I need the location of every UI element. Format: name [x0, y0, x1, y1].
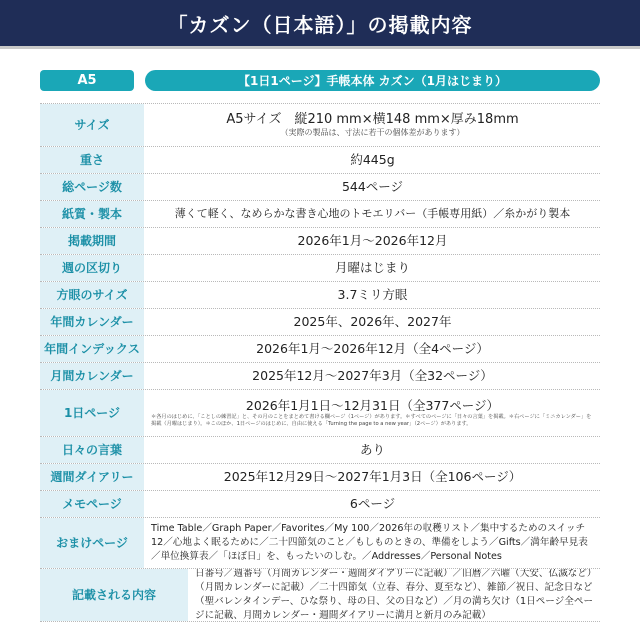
spec-value	[145, 174, 600, 200]
spec-label: 日々の言葉	[40, 437, 145, 463]
product-heading	[40, 70, 600, 92]
spec-value	[145, 201, 600, 227]
spec-value-text: あり	[359, 442, 385, 458]
spec-label: 年間カレンダー	[40, 309, 145, 335]
spec-row-printed-contents	[40, 569, 600, 622]
spec-label: 紙質・製本	[40, 201, 145, 227]
spec-value	[145, 282, 600, 308]
spec-value	[145, 228, 600, 254]
spec-value-text: 約445g	[350, 152, 395, 168]
spec-label: 記載される内容	[40, 569, 189, 621]
spec-row-bonus-pages	[40, 518, 600, 569]
spec-value-text: 2025年12月29日〜2027年1月3日（全106ページ）	[223, 469, 522, 485]
spec-row-daily-pages	[40, 390, 600, 437]
spec-label: サイズ	[40, 104, 145, 146]
spec-row-daily-words	[40, 437, 600, 464]
product-title-badge: 【1日1ページ】手帳本体 カズン（1月はじまり）	[145, 70, 600, 91]
spec-label: メモページ	[40, 491, 145, 517]
spec-row-paper	[40, 201, 600, 228]
spec-value-text: 月曜はじまり	[334, 260, 410, 276]
spec-value	[145, 390, 600, 436]
spec-value-text: 2026年1月〜2026年12月（全4ページ）	[256, 341, 489, 357]
spec-value	[145, 104, 600, 146]
spec-value	[145, 437, 600, 463]
spec-label: 1日ページ	[40, 390, 145, 436]
spec-value	[145, 336, 600, 362]
spec-label: 掲載期間	[40, 228, 145, 254]
page-title: 「カズン（日本語）」の掲載内容	[167, 12, 473, 37]
spec-label: 週間ダイアリー	[40, 464, 145, 490]
header-divider	[0, 46, 640, 49]
spec-label: 総ページ数	[40, 174, 145, 200]
spec-note: ＊各月のはじめに、「ことしの練習記」と、その月のことをまとめて書ける欄ページ（1ページ）があります。＊すべてのページに「日々の言葉」を掲載。＊右ページに「ミニカレンダー」を掲載（月曜はじまり）。＊このほか、1日ページのはじめに、自由に使える「Turning the page to a new year」（2ページ）があります。	[151, 413, 592, 427]
spec-label: 重さ	[40, 147, 145, 173]
spec-row-weekly-diary	[40, 464, 600, 491]
spec-row-period	[40, 228, 600, 255]
spec-value	[145, 491, 600, 517]
spec-row-memo-pages	[40, 491, 600, 518]
spec-value	[145, 363, 600, 389]
spec-value-text: 6ページ	[349, 496, 396, 512]
spec-value-text: 544ページ	[341, 179, 404, 195]
spec-label: 週の区切り	[40, 255, 145, 281]
spec-value-text: 2025年、2026年、2027年	[293, 314, 452, 330]
spec-row-weight	[40, 147, 600, 174]
spec-value	[145, 309, 600, 335]
spec-value-text: 2026年1月〜2026年12月	[297, 233, 448, 249]
spec-value	[189, 569, 600, 621]
spec-value	[145, 255, 600, 281]
spec-row-pages	[40, 174, 600, 201]
spec-value	[145, 464, 600, 490]
spec-row-week-start	[40, 255, 600, 282]
spec-value-text: 2026年1月1日〜12月31日（全377ページ）	[245, 398, 500, 414]
page-header	[0, 0, 640, 46]
spec-value	[145, 518, 600, 568]
spec-row-grid	[40, 282, 600, 309]
spec-note: （実際の製品は、寸法に若干の個体差があります）	[280, 127, 465, 137]
spec-value-text: 薄くて軽く、なめらかな書き心地のトモエリバー（手帳専用紙）／糸かがり製本	[174, 207, 571, 221]
spec-value-text: A5サイズ 縦210 mm×横148 mm×厚み18mm	[226, 111, 519, 127]
spec-value-text: 日番号／週番号（月間カレンダー・週間ダイアリーに記載）／旧暦／六曜（大安、仏滅など）（月間カレンダーに記載）／二十四節気（立春、春分、夏至など）、雑節／祝日、記念日など（聖バレンタインデー、ひな祭り、母の日、父の日など）／月の満ち欠け（1日ページ全ページに記載、月間カレンダー・週間ダイアリーに満月と新月のみ記載）	[195, 569, 594, 621]
spec-label: 月間カレンダー	[40, 363, 145, 389]
spec-row-yearly-calendar	[40, 309, 600, 336]
spec-label: 方眼のサイズ	[40, 282, 145, 308]
size-badge: A5	[40, 70, 134, 91]
spec-value	[145, 147, 600, 173]
spec-row-size	[40, 103, 600, 147]
spec-row-yearly-index	[40, 336, 600, 363]
spec-row-monthly-calendar	[40, 363, 600, 390]
spec-value-text: Time Table／Graph Paper／Favorites／My 100／2026年の収穫リスト／集中するためのスイッチ12／心地よく眠るために／二十四節気のこと／もしものときの、準備をしよう／Gifts／満年齢早見表／単位換算表／「ほぼ日」を、もったいのしむ。／Addresses／Personal Notes	[151, 523, 588, 562]
spec-table	[40, 103, 600, 622]
spec-value-text: 2025年12月〜2027年3月（全32ページ）	[252, 368, 493, 384]
spec-value-text: 3.7ミリ方眼	[337, 287, 408, 303]
spec-label: 年間インデックス	[40, 336, 145, 362]
spec-label: おまけページ	[40, 518, 145, 568]
